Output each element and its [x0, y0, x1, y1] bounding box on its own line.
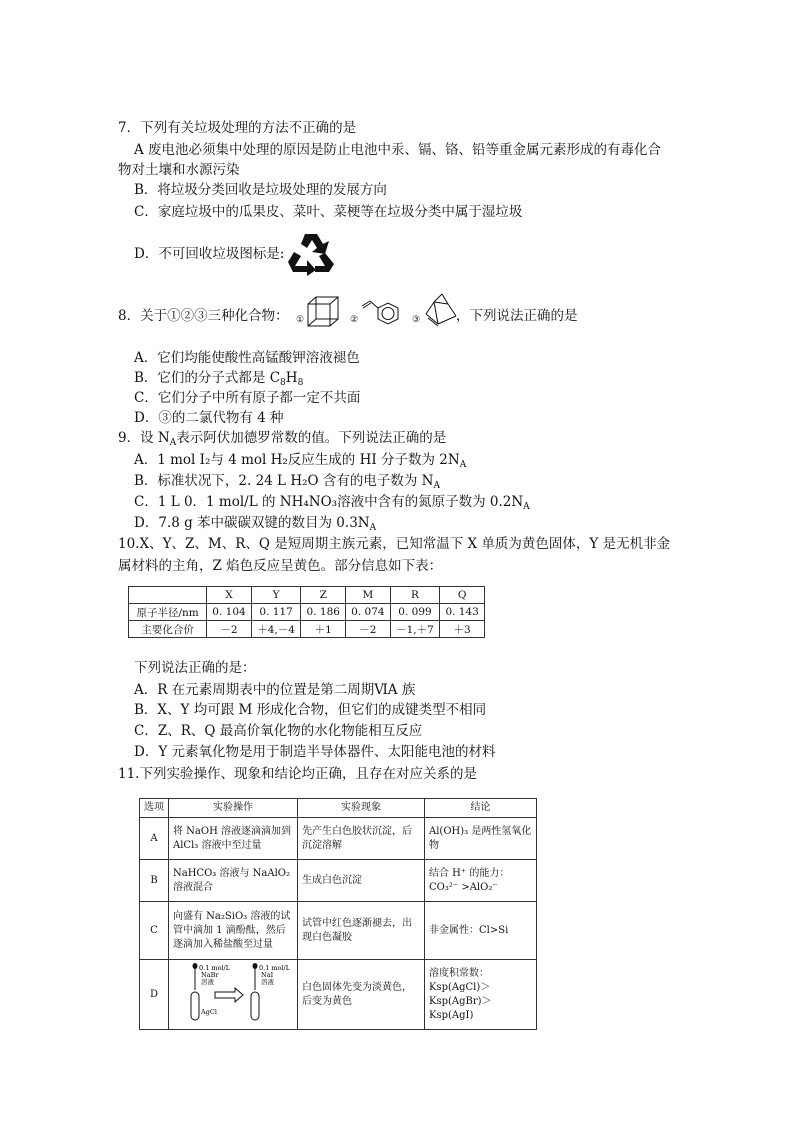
- table-cell: 将 NaOH 溶液逐滴滴加到 AlCl₃ 溶液中至过量: [169, 818, 298, 860]
- table-cell: 试管中红色逐渐褪去，出现白色凝胶: [298, 902, 425, 960]
- q8-option-a: A．它们均能使酸性高锰酸钾溶液褪色: [134, 350, 360, 366]
- q7-option-d: D．不可回收垃圾图标是:: [134, 246, 285, 262]
- q8-option-b: B．它们的分子式都是 $C_8H_8$: [134, 370, 304, 388]
- table-row: [140, 960, 537, 1030]
- q8-option-d: D．③的二氯代物有 4 种: [134, 410, 284, 426]
- table-cell: C: [140, 902, 169, 960]
- q10-option-b: B．X、Y 均可跟 M 形成化合物，但它们的成键类型不相同: [134, 702, 487, 718]
- table-cell: 实验现象: [298, 799, 425, 818]
- table-cell: Q: [440, 587, 485, 604]
- norbornene-structure-icon: [422, 292, 460, 330]
- q9-option-a: A．1 mol I₂与 4 mol H₂反应生成的 HI 分子数为 $2N_A$: [134, 452, 467, 470]
- q7-stem: 7．下列有关垃圾处理的方法不正确的是: [118, 120, 357, 136]
- table-cell: [169, 960, 298, 1030]
- table-row: [140, 860, 537, 902]
- table-cell: 0. 186: [301, 604, 346, 621]
- table-row: [129, 604, 485, 621]
- q10-option-c: C．Z、R、Q 最高价氧化物的水化物能相互反应: [134, 723, 423, 739]
- table-header-row: [140, 799, 537, 818]
- q7-option-a-line2: 物对土壤和水源污染: [118, 162, 240, 178]
- table-row: [140, 902, 537, 960]
- table-cell: 主要化合价: [129, 621, 207, 638]
- q8-option-c: C．它们分子中所有原子都一定不共面: [134, 390, 361, 406]
- table-cell: M: [346, 587, 391, 604]
- table-cell: 先产生白色胶状沉淀，后沉淀溶解: [298, 818, 425, 860]
- q8-compound-2-label: ②: [350, 315, 359, 325]
- diagram-label: 0.1 mol/L: [259, 964, 291, 972]
- diagram-label: NaBr: [201, 971, 219, 979]
- q10-option-a: A．R 在元素周期表中的位置是第二周期ⅥA 族: [134, 682, 416, 698]
- table-cell: 结合 H⁺ 的能力：CO₃²⁻ >AlO₂⁻: [425, 860, 537, 902]
- table-cell: Z: [301, 587, 346, 604]
- table-cell: B: [140, 860, 169, 902]
- table-cell: NaHCO₃ 溶液与 NaAlO₂ 溶液混合: [169, 860, 298, 902]
- diagram-label: NaI: [261, 971, 274, 979]
- q10-option-d: D．Y 元素氧化物是用于制造半导体器件、太阳能电池的材料: [134, 744, 496, 760]
- cubane-structure-icon: [306, 294, 340, 330]
- table-cell: X: [207, 587, 252, 604]
- q10-element-table: [128, 586, 485, 638]
- table-header-row: [129, 587, 485, 604]
- table-cell: 白色固体先变为淡黄色，后变为黄色: [298, 960, 425, 1030]
- diagram-label: AgCl: [201, 1008, 217, 1016]
- table-cell: 0. 074: [346, 604, 391, 621]
- q9-option-c: C．1 L 0．1 mol/L 的 NH₄NO₃溶液中含有的氮原子数为 $0.2N_A$: [134, 494, 530, 512]
- q9-option-b: B．标准状况下，2. 24 L H₂O 含有的电子数为 $N_A$: [134, 473, 440, 491]
- table-cell: ＋4,－4: [251, 621, 301, 638]
- table-cell: －1,＋7: [390, 621, 440, 638]
- table-cell: 溶度积常数：Ksp(AgCl)＞Ksp(AgBr)＞Ksp(AgI): [425, 960, 537, 1030]
- table-cell: 结论: [425, 799, 537, 818]
- table-cell: ＋1: [301, 621, 346, 638]
- table-cell: 0. 099: [390, 604, 440, 621]
- q8-compound-1-label: ①: [296, 315, 305, 325]
- q7-option-c: C．家庭垃圾中的瓜果皮、菜叶、菜梗等在垃圾分类中属于湿垃圾: [134, 204, 523, 220]
- table-cell: A: [140, 818, 169, 860]
- table-cell: D: [140, 960, 169, 1030]
- styrene-structure-icon: [360, 298, 408, 328]
- q11-experiment-table: [139, 798, 537, 1030]
- table-cell: Y: [251, 587, 301, 604]
- q7-option-b: B．将垃圾分类回收是垃圾处理的发展方向: [134, 182, 387, 198]
- table-cell: 非金属性：Cl>Si: [425, 902, 537, 960]
- table-cell: 0. 117: [251, 604, 301, 621]
- q11-stem: 11.下列实验操作、现象和结论均正确，且存在对应关系的是: [118, 766, 477, 782]
- q8-stem-prefix: 8．关于①②③三种化合物：: [118, 308, 289, 324]
- table-cell: R: [390, 587, 440, 604]
- table-cell: 原子半径/nm: [129, 604, 207, 621]
- q10-lead: 下列说法正确的是：: [134, 660, 256, 676]
- q8-compound-3-label: ③: [412, 315, 421, 325]
- test-tube-diagram-icon: [173, 962, 291, 1022]
- table-cell: 0. 104: [207, 604, 252, 621]
- diagram-label: 0.1 mol/L: [199, 964, 231, 972]
- table-cell: 生成白色沉淀: [298, 860, 425, 902]
- diagram-label: 溶液: [201, 978, 214, 986]
- table-cell: －2: [207, 621, 252, 638]
- table-cell: 向盛有 Na₂SiO₃ 溶液的试管中滴加 1 滴酚酞，然后逐滴加入稀盐酸至过量: [169, 902, 298, 960]
- q10-stem-line1: 10.X、Y、Z、M、R、Q 是短周期主族元素，已知常温下 X 单质为黄色固体，Y 是无机非金: [118, 536, 671, 552]
- q9-option-d: D．7.8 g 苯中碳碳双键的数目为 $0.3N_A$: [134, 515, 377, 533]
- q10-stem-line2: 属材料的主角，Z 焰色反应呈黄色。部分信息如下表：: [118, 558, 443, 574]
- table-cell: 选项: [140, 799, 169, 818]
- q8-stem-suffix: ，下列说法正确的是: [456, 308, 578, 324]
- table-cell: 0. 143: [440, 604, 485, 621]
- q7-option-a-line1: A 废电池必须集中处理的原因是防止电池中汞、镉、铬、铅等重金属元素形成的有毒化合: [134, 142, 662, 158]
- table-cell: [129, 587, 207, 604]
- recycle-icon: [285, 232, 337, 276]
- table-cell: 实验操作: [169, 799, 298, 818]
- q9-stem: 9．设 $N_A$表示阿伏加德罗常数的值。下列说法正确的是: [118, 430, 447, 448]
- table-row: [140, 818, 537, 860]
- diagram-label: 溶液: [261, 978, 274, 986]
- table-row: [129, 621, 485, 638]
- table-cell: Al(OH)₃ 是两性氢氧化物: [425, 818, 537, 860]
- table-cell: －2: [346, 621, 391, 638]
- table-cell: ＋3: [440, 621, 485, 638]
